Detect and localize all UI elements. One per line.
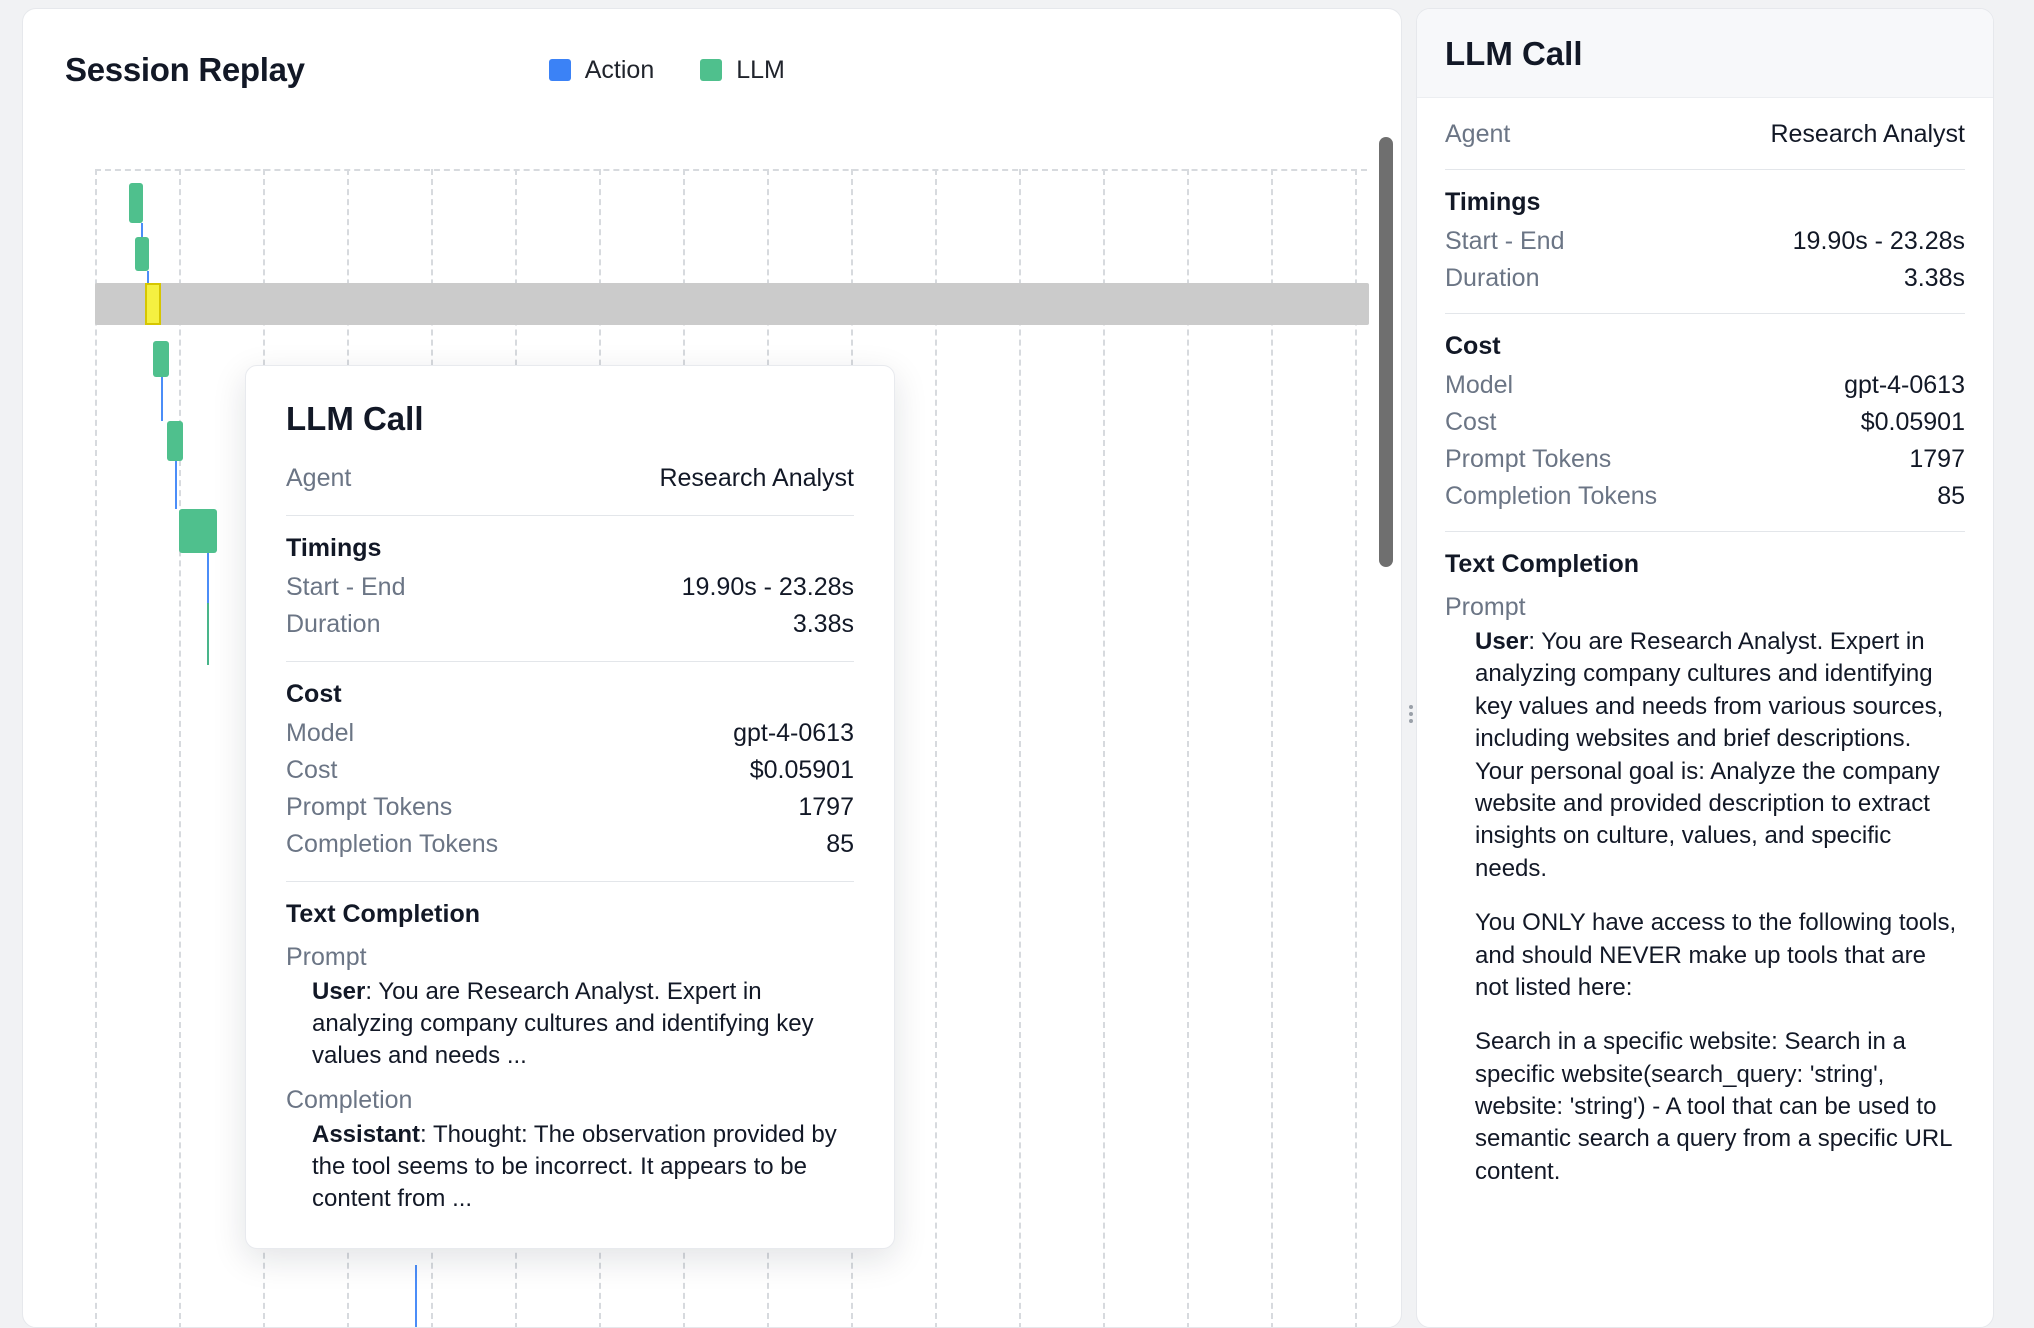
timeline-span-llm[interactable] bbox=[153, 341, 169, 377]
gridline-vertical bbox=[1271, 169, 1273, 1328]
details-title: LLM Call bbox=[1445, 35, 1583, 72]
session-replay-panel bbox=[22, 8, 1402, 1328]
tooltip-text-completion-title: Text Completion bbox=[286, 900, 480, 928]
details-agent-value: Research Analyst bbox=[1770, 120, 1965, 148]
tooltip-duration-key: Duration bbox=[286, 610, 381, 638]
details-cost-row bbox=[1445, 404, 1965, 441]
tooltip-completion-tokens-key: Completion Tokens bbox=[286, 830, 499, 858]
details-model-key: Model bbox=[1445, 371, 1514, 399]
session-replay-header bbox=[23, 9, 1401, 89]
gridline-vertical bbox=[935, 169, 937, 1328]
tooltip-completion-tokens-value: 85 bbox=[826, 830, 854, 858]
legend-item-action bbox=[549, 56, 654, 85]
gridline-vertical bbox=[1019, 169, 1021, 1328]
gridline-horizontal-top bbox=[95, 169, 1367, 171]
timeline-span-llm[interactable] bbox=[135, 237, 149, 271]
tooltip-cost-key: Cost bbox=[286, 756, 338, 784]
tooltip-prompt-message bbox=[286, 976, 854, 1072]
gridline-vertical bbox=[95, 169, 97, 1328]
gridline-vertical bbox=[1355, 169, 1357, 1328]
gridline-vertical bbox=[1103, 169, 1105, 1328]
tooltip-cost-row bbox=[286, 715, 854, 752]
tooltip-prompt-text: : You are Research Analyst. Expert in analyzing company cultures and identifying key values and needs ... bbox=[312, 978, 814, 1069]
tooltip-cost-row bbox=[286, 789, 854, 826]
tooltip-prompt-role: User bbox=[312, 978, 366, 1005]
tooltip-prompt-tokens-value: 1797 bbox=[798, 793, 854, 821]
timeline-span-llm[interactable] bbox=[179, 509, 217, 553]
details-start-end-value: 19.90s - 23.28s bbox=[1792, 227, 1965, 255]
details-prompt-paragraph: You ONLY have access to the following tools, and should NEVER make up tools that are not listed here: bbox=[1475, 909, 1957, 1001]
tooltip-start-end-value: 19.90s - 23.28s bbox=[681, 573, 854, 601]
tooltip-timing-row bbox=[286, 569, 854, 606]
details-cost-key: Cost bbox=[1445, 408, 1497, 436]
details-prompt-paragraph: Search in a specific website: Search in a specific website(search_query: 'string', website: 'string') - A tool that can be used to semantic search a query from a specific URL content. bbox=[1475, 1028, 1952, 1185]
legend bbox=[549, 56, 785, 85]
details-completion-tokens-value: 85 bbox=[1937, 482, 1965, 510]
tooltip-divider bbox=[286, 515, 854, 516]
tooltip-cost-row bbox=[286, 752, 854, 789]
details-cost-value: $0.05901 bbox=[1860, 408, 1965, 436]
timeline-connector bbox=[175, 461, 177, 509]
tooltip-completion-text: : Thought: The observation provided by the tool seems to be incorrect. It appears to be content from ... bbox=[312, 1120, 837, 1212]
action-swatch-icon bbox=[549, 59, 571, 81]
llm-call-tooltip bbox=[245, 365, 895, 1249]
details-cost-row bbox=[1445, 367, 1965, 404]
details-divider bbox=[1445, 531, 1965, 532]
details-timings-title: Timings bbox=[1445, 188, 1541, 216]
tooltip-timings-title: Timings bbox=[286, 534, 382, 562]
tooltip-divider bbox=[286, 881, 854, 882]
llm-call-details-panel bbox=[1416, 8, 1994, 1328]
details-prompt-tokens-key: Prompt Tokens bbox=[1445, 445, 1612, 473]
details-divider bbox=[1445, 169, 1965, 170]
details-model-value: gpt-4-0613 bbox=[1844, 371, 1965, 399]
timeline-scrollbar[interactable] bbox=[1379, 137, 1393, 567]
details-prompt-paragraph bbox=[1475, 626, 1965, 885]
gridline-vertical bbox=[1187, 169, 1189, 1328]
timeline-connector bbox=[207, 603, 209, 665]
timeline-span-llm[interactable] bbox=[167, 421, 183, 461]
gridline-vertical bbox=[179, 169, 181, 1328]
details-timing-row bbox=[1445, 223, 1965, 260]
details-duration-value: 3.38s bbox=[1903, 264, 1965, 292]
tooltip-agent-key: Agent bbox=[286, 464, 352, 492]
tooltip-duration-value: 3.38s bbox=[792, 610, 854, 638]
details-completion-tokens-key: Completion Tokens bbox=[1445, 482, 1658, 510]
details-header bbox=[1417, 9, 1993, 98]
handle-dot bbox=[1409, 719, 1413, 723]
timeline-selected-row[interactable] bbox=[95, 283, 1369, 325]
details-cost-row bbox=[1445, 441, 1965, 478]
tooltip-agent-value: Research Analyst bbox=[659, 464, 854, 492]
legend-label-llm: LLM bbox=[736, 55, 785, 84]
details-text-completion-title: Text Completion bbox=[1445, 550, 1639, 578]
handle-dot bbox=[1409, 712, 1413, 716]
tooltip-prompt-label: Prompt bbox=[286, 943, 367, 971]
tooltip-model-key: Model bbox=[286, 719, 355, 747]
details-cost-title: Cost bbox=[1445, 332, 1501, 360]
details-prompt-label: Prompt bbox=[1445, 593, 1526, 621]
timeline-connector bbox=[161, 377, 163, 421]
timeline-connector bbox=[415, 1265, 417, 1327]
tooltip-model-value: gpt-4-0613 bbox=[733, 719, 854, 747]
timeline-selected-marker[interactable] bbox=[145, 283, 161, 325]
details-prompt-p2: Your personal goal is: Analyze the company website and provided description to extract insights on culture, values, and specific needs. bbox=[1475, 757, 1940, 882]
handle-dot bbox=[1409, 705, 1413, 709]
tooltip-cost-row bbox=[286, 826, 854, 863]
tooltip-timing-row bbox=[286, 606, 854, 643]
details-divider bbox=[1445, 313, 1965, 314]
details-timing-row bbox=[1445, 260, 1965, 297]
tooltip-cost-title: Cost bbox=[286, 680, 342, 708]
details-prompt-body bbox=[1445, 626, 1965, 1188]
details-agent-row bbox=[1445, 116, 1965, 153]
details-prompt-p1: : You are Research Analyst. Expert in analyzing company cultures and identifying key values and needs from various sources, including websites and brief descriptions. bbox=[1475, 628, 1944, 753]
tooltip-agent-row bbox=[286, 460, 854, 497]
timeline-connector bbox=[207, 553, 209, 603]
tooltip-completion-message bbox=[286, 1119, 854, 1215]
legend-label-action: Action bbox=[584, 55, 655, 84]
details-prompt-tokens-value: 1797 bbox=[1909, 445, 1965, 473]
details-duration-key: Duration bbox=[1445, 264, 1540, 292]
tooltip-prompt-tokens-key: Prompt Tokens bbox=[286, 793, 453, 821]
tooltip-title: LLM Call bbox=[286, 400, 424, 437]
tooltip-start-end-key: Start - End bbox=[286, 573, 406, 601]
timeline-span-llm[interactable] bbox=[129, 183, 143, 223]
details-prompt-role: User bbox=[1475, 628, 1529, 655]
tooltip-cost-value: $0.05901 bbox=[749, 756, 854, 784]
legend-item-llm bbox=[700, 56, 785, 85]
tooltip-divider bbox=[286, 661, 854, 662]
llm-swatch-icon bbox=[700, 59, 722, 81]
details-start-end-key: Start - End bbox=[1445, 227, 1565, 255]
details-agent-key: Agent bbox=[1445, 120, 1511, 148]
page-title: Session Replay bbox=[65, 51, 305, 88]
details-cost-row bbox=[1445, 478, 1965, 515]
tooltip-completion-role: Assistant bbox=[312, 1120, 421, 1148]
tooltip-completion-label: Completion bbox=[286, 1085, 413, 1114]
details-body bbox=[1417, 98, 1993, 1188]
